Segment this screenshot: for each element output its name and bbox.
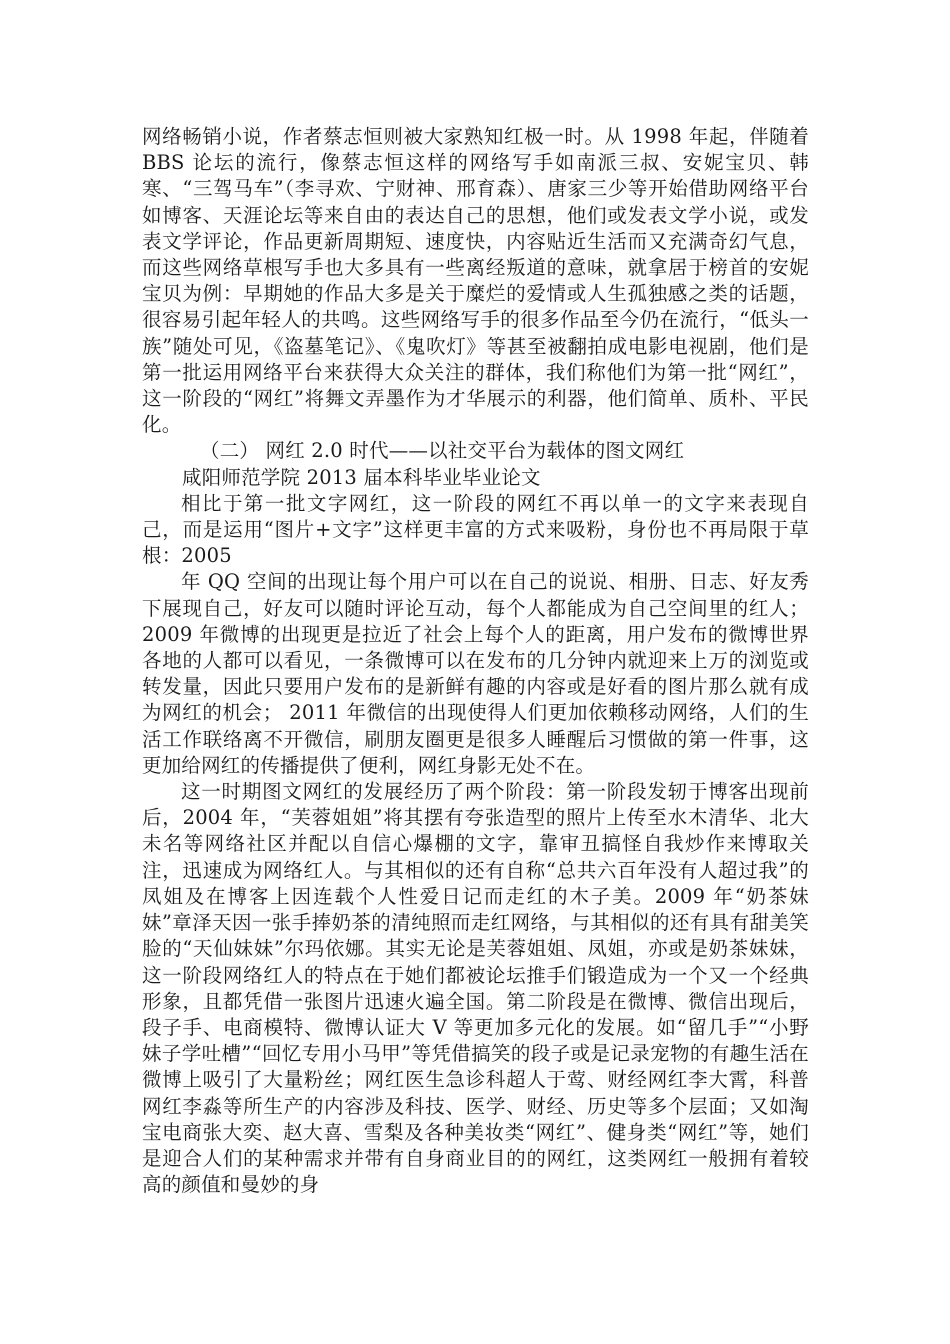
section-heading: （二） 网红 2.0 时代——以社交平台为载体的图文网红 — [200, 439, 685, 463]
body-paragraph: 相比于第一批文字网红，这一阶段的网红不再以单一的文字来表现自己，而是运用“图片+文字”这样更丰富的方式来吸粉，身份也不再局限于草根：2005 — [142, 491, 809, 568]
body-paragraph: 这一时期图文网红的发展经历了两个阶段：第一阶段发轫于博客出现前后，2004 年，“芙蓉姐姐”将其摆有夸张造型的照片上传至水木清华、北大未名等网络社区并配以自信心爆棚的文字，靠审丑搞怪自我炒作来博取关注，迅速成为网络红人。与其相似的还有自称“总共六百年没有人超过我”的凤姐及在博客上因连载个人性爱日记而走红的木子美。2009 年“奶茶妹妹”章泽天因一张手捧奶茶的清纯照而走红网络，与其相似的还有具有甜美笑脸的“天仙妹妹”尔玛依娜。其实无论是芙蓉姐姐、凤姐，亦或是奶茶妹妹，这一阶段网络红人的特点在于她们都被论坛推手们锻造成为一个又一个经典形象，且都凭借一张图片迅速火遍全国。第二阶段是在微博、微信出现后，段子手、电商模特、微博认证大 V 等更加多元化的发展。如“留几手”“小野妹子学吐槽”“回忆专用小马甲”等凭借搞笑的段子或是记录宠物的有趣生活在微博上吸引了大量粉丝；网红医生急诊科超人于莺、财经网红李大霄，科普网红李淼等所生产的内容涉及科技、医学、财经、历史等多个层面；又如淘宝电商张大奕、赵大喜、雪梨及各种美妆类“网红”、健身类“网红”等，她们是迎合人们的某种需求并带有自身商业目的的网红，这类网红一般拥有着较高的颜值和曼妙的身 — [142, 780, 809, 1197]
body-paragraph: 年 QQ 空间的出现让每个用户可以在自己的说说、相册、日志、好友秀下展现自己，好友可以随时评论互动，每个人都能成为自己空间里的红人；2009 年微博的出现更是拉近了社会上每个人的距离，用户发布的微博世界各地的人都可以看见，一条微博可以在发布的几分钟内就迎来上万的浏览或转发量，因此只要用户发布的是新鲜有趣的内容或是好看的图片那么就有成为网红的机会； 2011 年微信的出现使得人们更加依赖移动网络，人们的生活工作联络离不开微信，刷朋友圈更是很多人睡醒后习惯做的第一件事，这更加给网红的传播提供了便利，网红身影无处不在。 — [142, 570, 809, 777]
running-header: 咸阳师范学院 2013 届本科毕业毕业论文 — [182, 465, 541, 489]
body-paragraph: 网络畅销小说，作者蔡志恒则被大家熟知红极一时。从 1998 年起，伴随着 BBS 论坛的流行，像蔡志恒这样的网络写手如南派三叔、安妮宝贝、韩寒、“三驾马车”（李寻欢、宁财神、邢育森）、唐家三少等开始借助网络平台如博客、天涯论坛等来自由的表达自己的思想，他们或发表文学小说，或发表文学评论，作品更新周期短、速度快，内容贴近生活而又充满奇幻气息，而这些网络草根写手也大多具有一些离经叛道的意味，就拿居于榜首的安妮宝贝为例：早期她的作品大多是关于糜烂的爱情或人生孤独感之类的话题，很容易引起年轻人的共鸣。这些网络写手的很多作品至今仍在流行，“低头一族”随处可见，《盗墓笔记》、《鬼吹灯》等甚至被翻拍成电影电视剧，他们是第一批运用网络平台来获得大众关注的群体，我们称他们为第一批“网红”，这一阶段的“网红”将舞文弄墨作为才华展示的利器，他们简单、质朴、平民化。 — [142, 125, 809, 437]
document-body — [142, 124, 809, 1198]
